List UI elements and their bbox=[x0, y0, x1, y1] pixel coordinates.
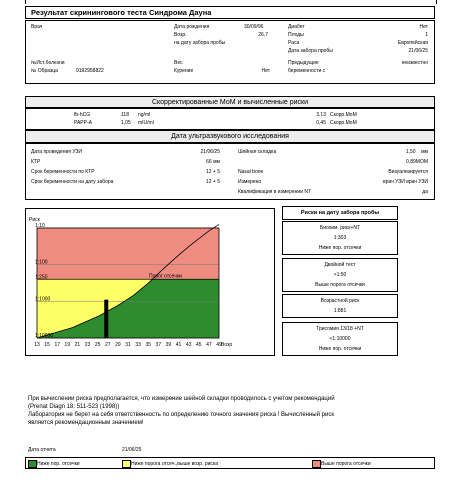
previous-pregnancies-label: Предыдущие bbox=[288, 60, 319, 66]
fetus-value: 1 bbox=[425, 32, 428, 38]
nt-label: Шейная складка bbox=[238, 149, 277, 155]
footer-note-4: является рекомендационным значением! bbox=[28, 420, 144, 426]
report-date-value: 21/06/25 bbox=[122, 447, 142, 453]
nt-value: 1,50 мм bbox=[405, 149, 428, 155]
age-risk-title: Возрастной риск bbox=[320, 298, 360, 304]
x-tick-17: 47 bbox=[206, 342, 212, 348]
x-tick-0: 13 bbox=[34, 342, 40, 348]
x-tick-5: 23 bbox=[84, 342, 91, 348]
ga-sampling-label: Срок беременности на дату забора bbox=[31, 179, 114, 185]
measured-by-value: врач УЗИ врач УЗИ bbox=[383, 179, 428, 185]
y-tick-3: 1:1000 bbox=[35, 296, 51, 303]
y-tick-0: 1:10 bbox=[35, 223, 45, 229]
x-tick-7: 27 bbox=[104, 342, 111, 348]
marker-name-pappa: PAPP-A bbox=[74, 120, 92, 126]
x-tick-6: 25 bbox=[94, 342, 101, 348]
patient-info bbox=[25, 20, 435, 84]
y-tick-2: 1:250 bbox=[35, 274, 48, 281]
x-tick-11: 35 bbox=[145, 342, 152, 348]
crl-value: 66 мм bbox=[206, 159, 220, 165]
nt-mom-value: 0,89МОМ bbox=[406, 159, 428, 165]
marker-value-hcg: 118 bbox=[121, 112, 129, 118]
mom-table bbox=[25, 108, 435, 130]
footer-note-3: Лаборатория не берет на себя ответственность по определению точного значения риска ! Вычисленный риск bbox=[28, 412, 334, 418]
trisomy-risk-box bbox=[282, 322, 398, 356]
sample-number-label: № Образца bbox=[31, 68, 58, 74]
nt-qualification-label: Квалификация в измерении NT bbox=[238, 189, 312, 195]
marker-name-hcg: fb-hCG bbox=[74, 112, 91, 118]
crl-label: КТР bbox=[31, 159, 41, 165]
mom-value-pappa: 0,45 bbox=[316, 120, 326, 126]
x-tick-15: 43 bbox=[185, 342, 192, 348]
previous-pregnancies-label-2: беременности с bbox=[288, 68, 326, 74]
age-sampling-label: на дату забора пробы bbox=[174, 40, 226, 46]
x-tick-16: 45 bbox=[195, 342, 202, 348]
biochem-risk-note: Ниже пор. отсечки bbox=[318, 245, 362, 251]
x-tick-2: 17 bbox=[54, 342, 61, 348]
nasal-bone-label: Nasal bone bbox=[238, 169, 264, 175]
trisomy-risk-note: Ниже пор. отсечки bbox=[318, 346, 362, 352]
weight-label: Вес bbox=[174, 60, 183, 66]
x-tick-18: 49 bbox=[216, 342, 222, 348]
marker-unit-hcg: ng/ml bbox=[138, 112, 151, 118]
cutoff-label: Порог отсечки bbox=[149, 273, 182, 280]
legend-swatch-below bbox=[28, 460, 37, 468]
us-section-header bbox=[25, 130, 435, 143]
double-test-box bbox=[282, 258, 398, 292]
legend-label-below: Ниже пор. отсечки bbox=[37, 461, 80, 467]
legend-swatch-between bbox=[122, 460, 131, 468]
x-tick-8: 29 bbox=[115, 342, 121, 348]
mom-section-header bbox=[25, 96, 435, 108]
birth-value: 30/09/96 bbox=[244, 24, 264, 30]
patient-marker bbox=[104, 300, 108, 338]
nt-qualification-value: да bbox=[422, 189, 428, 195]
race-value: Европейская bbox=[397, 40, 428, 46]
report-header bbox=[25, 6, 435, 19]
legend bbox=[25, 457, 435, 469]
us-date-value: 21/06/25 bbox=[200, 149, 220, 155]
footer-note-1: При вычислении риска предполагается, что измерение шейной складки проводилось с учетом рекомендаций bbox=[28, 396, 335, 402]
legend-swatch-above bbox=[312, 460, 321, 468]
risk-panel-header bbox=[282, 206, 398, 220]
report-title: Результат скринингового теста Синдрома Дауна bbox=[31, 8, 212, 17]
birth-label: Дата рождения bbox=[174, 24, 210, 30]
mom-unit-pappa: Скорр.МоМ bbox=[330, 120, 357, 126]
y-tick-1: 1:100 bbox=[35, 259, 48, 266]
race-label: Раса bbox=[288, 40, 300, 46]
history-id-label: №Ист.болезни bbox=[31, 60, 65, 66]
double-test-value: >1:50 bbox=[333, 272, 347, 278]
x-tick-9: 31 bbox=[125, 342, 131, 348]
smoking-value: Нет bbox=[261, 68, 270, 74]
diabetes-value: Нет bbox=[419, 24, 428, 30]
us-date-label: Дата проведения УЗИ bbox=[31, 149, 83, 155]
age-label: Возр. bbox=[174, 32, 187, 38]
risk-chart bbox=[25, 208, 275, 356]
legend-label-between: Ниже порога отсеч.,выше возр. риска bbox=[131, 461, 219, 467]
double-test-note: Выше порога отсечки bbox=[315, 282, 365, 288]
x-tick-13: 39 bbox=[165, 342, 172, 348]
marker-value-pappa: 1,05 bbox=[121, 120, 131, 126]
y-tick-4: 1:10000 bbox=[35, 333, 54, 339]
sample-date-label: Дата забора пробы bbox=[288, 48, 333, 54]
previous-pregnancies-value: неизвестно bbox=[401, 60, 428, 66]
mom-unit-hcg: Скорр.МоМ bbox=[330, 112, 357, 118]
trisomy-risk-value: <1:10000 bbox=[329, 336, 351, 342]
biochem-risk-box bbox=[282, 221, 398, 255]
measured-by-label: Измерено bbox=[238, 179, 262, 185]
y-axis-label: Риск bbox=[29, 217, 40, 223]
age-risk-value: 1:881 bbox=[333, 308, 347, 314]
sample-date-value: 21/06/25 bbox=[408, 48, 428, 54]
double-test-title: Двойной тест bbox=[324, 262, 356, 268]
age-value: 26,7 bbox=[258, 32, 268, 38]
x-tick-4: 21 bbox=[74, 342, 81, 348]
zone-above-cutoff bbox=[37, 228, 219, 279]
x-tick-1: 15 bbox=[44, 342, 50, 348]
mom-section-title: Скорректированные МоМ и вычисленные риски bbox=[151, 99, 309, 106]
x-tick-14: 41 bbox=[175, 342, 182, 348]
biochem-risk-title: Биохим. риск+NT bbox=[319, 225, 361, 231]
x-tick-3: 19 bbox=[64, 342, 71, 348]
top-rule bbox=[25, 0, 437, 4]
x-tick-12: 37 bbox=[155, 342, 162, 348]
diabetes-label: Диабет bbox=[288, 24, 305, 30]
doctor-label: Врач bbox=[31, 24, 43, 30]
mom-value-hcg: 3,13 bbox=[316, 112, 326, 118]
report-date-label: Дата отчета bbox=[28, 447, 56, 453]
x-tick-10: 33 bbox=[135, 342, 141, 348]
footer-note-2: (Prenat Diagn 18: 511-523 (1998)) bbox=[28, 404, 120, 410]
sample-number-value: 9192958822 bbox=[76, 68, 104, 74]
marker-unit-pappa: mIU/ml bbox=[138, 120, 154, 126]
nasal-bone-value: Визуализируется bbox=[388, 169, 428, 175]
trisomy-risk-title: Трисомия 13/18 +NT bbox=[316, 326, 364, 332]
legend-label-above: Выше порога отсечки bbox=[321, 461, 371, 467]
x-axis-label: Возр bbox=[221, 342, 233, 348]
biochem-risk-value: 1:303 bbox=[333, 235, 347, 241]
smoking-label: Курение bbox=[174, 68, 194, 74]
ga-crl-label: Срок беременности по КТР bbox=[31, 169, 95, 175]
risk-panel-title: Риски на дату забора пробы bbox=[300, 210, 380, 216]
ga-sampling-value: 12 + 5 bbox=[205, 179, 220, 185]
us-table bbox=[25, 143, 435, 200]
us-section-title: Дата ультразвукового исследования bbox=[171, 133, 289, 140]
fetus-label: Плоды bbox=[288, 32, 304, 38]
ga-crl-value: 12 + 5 bbox=[205, 169, 220, 175]
age-risk-box bbox=[282, 294, 398, 318]
